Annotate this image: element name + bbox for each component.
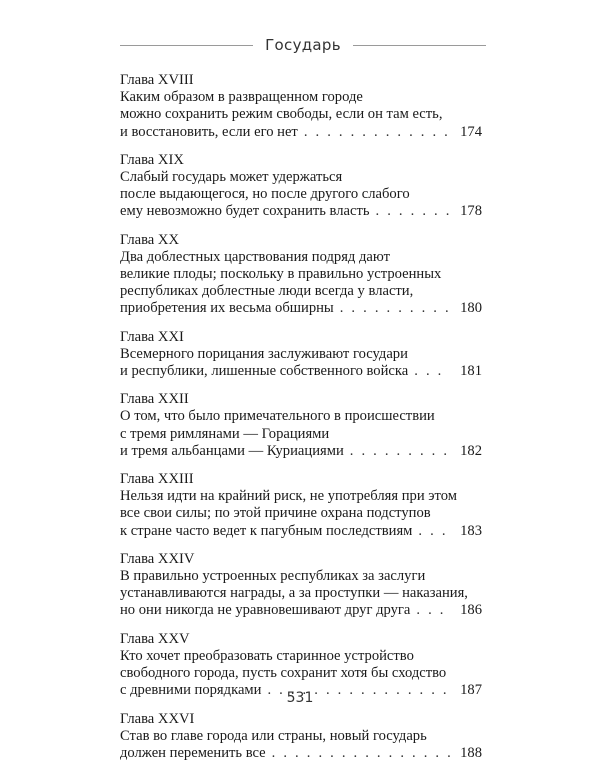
chapter-title-last-line bbox=[120, 300, 482, 317]
toc-entry bbox=[120, 329, 482, 381]
chapter-title-line: республиках доблестные люди всегда у власти, bbox=[120, 283, 414, 300]
chapter-title-line: все свои силы; по этой причине охрана подступов bbox=[120, 505, 431, 522]
toc-page-number: 178 bbox=[460, 203, 482, 220]
running-head bbox=[120, 34, 486, 56]
chapter-label: Глава XXII bbox=[120, 391, 189, 408]
chapter-label: Глава XIX bbox=[120, 151, 184, 168]
chapter-title-line: Слабый государь может удержаться bbox=[120, 169, 343, 186]
header-rule-right bbox=[353, 45, 486, 46]
chapter-title-line: можно сохранить режим свободы, если он там есть, bbox=[120, 106, 443, 123]
page-number: 531 bbox=[286, 690, 314, 706]
dot-leader bbox=[416, 602, 450, 619]
toc-page-number: 180 bbox=[460, 300, 482, 317]
chapter-title-line: и восстановить, если его нет bbox=[120, 123, 298, 140]
chapter-title-last-line bbox=[120, 523, 482, 540]
chapter-title-line: и тремя альбанцами — Куриациями bbox=[120, 442, 344, 459]
dot-leader bbox=[376, 203, 450, 220]
chapter-title-line: великие плоды; поскольку в правильно устроенных bbox=[120, 266, 442, 283]
toc-entry bbox=[120, 551, 482, 620]
header-rule-left bbox=[120, 45, 253, 46]
dot-leader bbox=[340, 300, 450, 317]
toc-page-number: 187 bbox=[460, 682, 482, 699]
chapter-title-line: к стране часто ведет к пагубным последствиям bbox=[120, 522, 413, 539]
chapter-label: Глава XVIII bbox=[120, 72, 194, 88]
chapter-title-last-line bbox=[120, 745, 482, 762]
chapter-title-line: после выдающегося, но после другого слабого bbox=[120, 186, 410, 203]
dot-leader bbox=[304, 124, 450, 141]
chapter-title-line: В правильно устроенных республиках за заслуги bbox=[120, 568, 426, 585]
chapter-title-line: О том, что было примечательного в происшествии bbox=[120, 408, 435, 425]
chapter-title-line: Став во главе города или страны, новый государь bbox=[120, 727, 427, 744]
toc-entry bbox=[120, 152, 482, 221]
toc-page-number: 183 bbox=[460, 522, 482, 539]
chapter-title-line: Два доблестных царствования подряд дают bbox=[120, 248, 390, 265]
chapter-title-last-line bbox=[120, 203, 482, 220]
toc-page-number: 174 bbox=[460, 123, 482, 140]
chapter-title-last-line bbox=[120, 602, 482, 619]
toc-page-number: 182 bbox=[460, 442, 482, 459]
chapter-title-line: Нельзя идти на крайний риск, не употребляя при этом bbox=[120, 488, 457, 505]
chapter-title-line: устанавливаются награды, а за проступки — наказания, bbox=[120, 585, 468, 602]
dot-leader bbox=[414, 363, 450, 380]
chapter-title-line: но они никогда не уравновешивают друг друга bbox=[120, 602, 411, 619]
chapter-title-line: и республики, лишенные собственного войска bbox=[120, 363, 409, 380]
chapter-title-line: с древними порядками bbox=[120, 682, 262, 699]
book-title: Государь bbox=[265, 36, 341, 54]
toc-entry bbox=[120, 711, 482, 763]
chapter-label: Глава XX bbox=[120, 231, 180, 248]
chapter-title-line: ему невозможно будет сохранить власть bbox=[120, 203, 370, 220]
chapter-title-last-line bbox=[120, 443, 482, 460]
chapter-title-line: Каким образом в развращенном городе bbox=[120, 89, 363, 106]
chapter-label: Глава XXIV bbox=[120, 550, 195, 567]
dot-leader bbox=[350, 443, 450, 460]
chapter-title-last-line bbox=[120, 363, 482, 380]
chapter-title-line: должен переменить все bbox=[120, 744, 266, 761]
chapter-label: Глава XXVI bbox=[120, 710, 195, 727]
table-of-contents bbox=[120, 72, 482, 773]
toc-entry bbox=[120, 72, 482, 141]
dot-leader bbox=[418, 523, 450, 540]
chapter-title-line: приобретения их весьма обширны bbox=[120, 300, 334, 317]
chapter-label: Глава XXIII bbox=[120, 471, 194, 488]
toc-entry bbox=[120, 471, 482, 540]
chapter-label: Глава XXV bbox=[120, 630, 190, 647]
toc-entry bbox=[120, 232, 482, 318]
chapter-title-last-line bbox=[120, 124, 482, 141]
chapter-label: Глава XXI bbox=[120, 328, 184, 345]
toc-page-number: 186 bbox=[460, 602, 482, 619]
chapter-title-line: Кто хочет преобразовать старинное устройство bbox=[120, 647, 414, 664]
chapter-title-line: с тремя римлянами — Горациями bbox=[120, 425, 330, 442]
chapter-title-line: Всемерного порицания заслуживают государи bbox=[120, 345, 408, 362]
chapter-title-line: свободного города, пусть сохранит хотя бы сходство bbox=[120, 665, 447, 682]
toc-page-number: 181 bbox=[460, 363, 482, 380]
toc-page-number: 188 bbox=[460, 744, 482, 761]
toc-entry bbox=[120, 391, 482, 460]
dot-leader bbox=[272, 745, 450, 762]
